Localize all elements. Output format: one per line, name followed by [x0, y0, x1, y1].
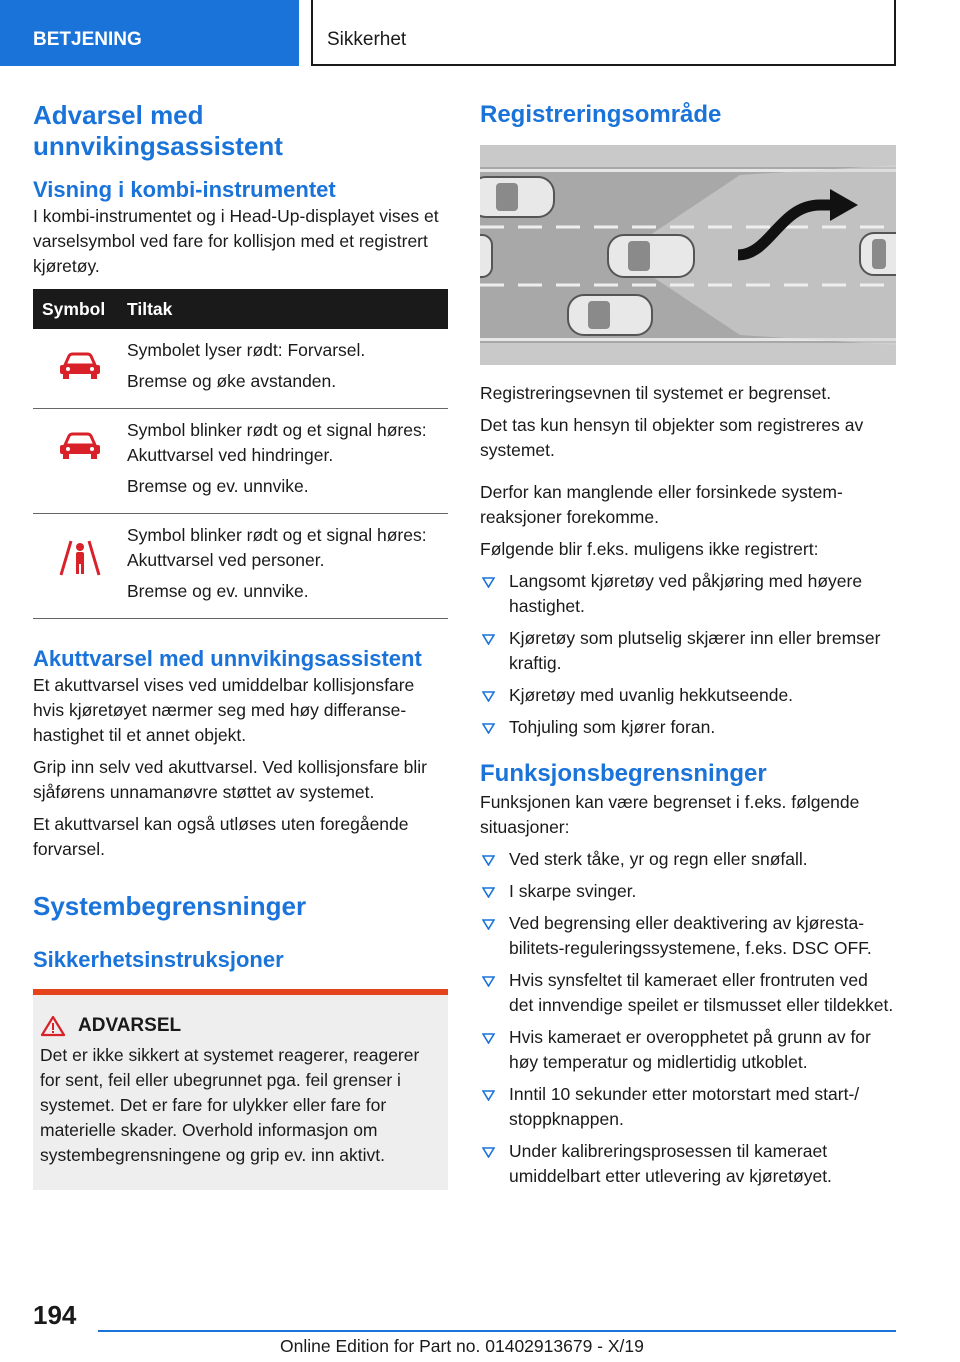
table-row: [33, 409, 448, 514]
paragraph-area-3: Derfor kan manglende eller forsinkede systemreaksjoner forekomme.: [480, 482, 843, 527]
list-item: [480, 968, 896, 1018]
heading-safety-instructions: Sikkerhetsinstruksjoner: [33, 947, 284, 972]
chapter-tab: Sikkerhet: [311, 0, 896, 66]
bullet-triangle-icon: [482, 634, 495, 645]
bullet-triangle-icon: [482, 577, 495, 588]
warning-title: ADVARSEL: [78, 1015, 182, 1036]
row-text: Bremse og ev. unnvike.: [127, 476, 309, 496]
page-header: [0, 0, 960, 66]
heading-detection-area: Registreringsområde: [480, 101, 722, 128]
paragraph-emergency-3: Et akuttvarsel kan også utløses uten foregående forvarsel.: [33, 814, 409, 859]
edition-text: Online Edition for Part no. 01402913679 - X/19: [280, 1336, 644, 1356]
list-item-text: Ved sterk tåke, yr og regn eller snøfall.: [509, 849, 808, 869]
bullet-triangle-icon: [482, 1147, 495, 1158]
list-item-text: Langsomt kjøretøy ved påkjøring med høyere hastighet.: [509, 571, 863, 616]
bullet-triangle-icon: [482, 887, 495, 898]
paragraph-area-2: Det tas kun hensyn til objekter som registreres av systemet.: [480, 415, 864, 460]
paragraph-emergency-2: Grip inn selv ved akuttvarsel. Ved kollisjonsfare blir sjåførens unnamanøvre støttet av systemet.: [33, 757, 427, 802]
pedestrian-warning-icon: [57, 537, 103, 577]
warning-text: Det er ikke sikkert at systemet reagerer, reagerer for sent, feil eller ubegrunnet pga. feil grenser i systemet. Det er fare for ulykker eller fare for materielle skader. Overhold informasjon om systembegrensningene og grip ev. inn aktivt.: [40, 1045, 420, 1165]
list-item-text: Kjøretøy som plutselig skjærer inn eller bremser kraftig.: [509, 628, 881, 673]
list-item: [480, 1025, 896, 1075]
page-number: 194: [33, 1300, 77, 1330]
car-warning-icon: [57, 432, 103, 460]
heading-system-limits: Systembegrensninger: [33, 891, 307, 921]
bullet-triangle-icon: [482, 1033, 495, 1044]
warning-triangle-icon: [40, 1015, 66, 1037]
list-item-text: Tohjuling som kjører foran.: [509, 717, 716, 737]
bullet-triangle-icon: [482, 855, 495, 866]
list-item: [480, 911, 896, 961]
header-action: Tiltak: [127, 298, 173, 319]
row-text: Symbol blinker rødt og et signal høres: Akuttvarsel ved hindringer.: [127, 420, 427, 465]
list-item: [480, 847, 896, 872]
right-column: [480, 100, 896, 1200]
list-item-text: Under kalibreringsprosessen til kameraet umiddelbart etter utlevering av kjøretøyet.: [509, 1141, 832, 1186]
paragraph-area-4: Følgende blir f.eks. muligens ikke registrert:: [480, 539, 819, 559]
paragraph-area-1: Registreringsevnen til systemet er begrenset.: [480, 383, 832, 403]
warning-box: [33, 989, 448, 1190]
list-item-text: Kjøretøy med uvanlig hekkutseende.: [509, 685, 794, 705]
row-text: Bremse og ev. unnvike.: [127, 581, 309, 601]
list-item-text: Hvis kameraet er overopphetet på grunn av for høy temperatur og midlertidig utkoblet.: [509, 1027, 871, 1072]
list-item-text: Inntil 10 sekunder etter motorstart med start-/ stoppknappen.: [509, 1084, 860, 1129]
list-item: [480, 683, 896, 708]
bullet-triangle-icon: [482, 723, 495, 734]
row-text: Symbol blinker rødt og et signal høres: Akuttvarsel ved personer.: [127, 525, 427, 570]
bullet-triangle-icon: [482, 976, 495, 987]
list-item-text: Hvis synsfeltet til kameraet eller frontruten ved det innvendige speilet er tilsmusset eller tildekket.: [509, 970, 894, 1015]
bullet-triangle-icon: [482, 691, 495, 702]
list-item: [480, 626, 896, 676]
list-item: [480, 569, 896, 619]
warning-title-row: [40, 1015, 440, 1037]
paragraph-function: Funksjonen kan være begrenset i f.eks. følgende situasjoner:: [480, 792, 860, 837]
symbol-table: [33, 289, 448, 619]
table-row: [33, 329, 448, 409]
list-item: [480, 715, 896, 740]
table-row: [33, 514, 448, 619]
car-warning-icon: [57, 352, 103, 380]
list-function-limits: [480, 847, 896, 1189]
row-text: Symbolet lyser rødt: Forvarsel.: [127, 340, 366, 360]
paragraph-emergency-1: Et akuttvarsel vises ved umiddelbar kollisjonsfare hvis kjøretøyet nærmer seg med høy differansehastighet til et annet objekt.: [33, 675, 415, 745]
left-column: [33, 100, 448, 1190]
header-symbol: Symbol: [42, 298, 106, 319]
detection-area-illustration: [480, 145, 896, 365]
row-text: Bremse og øke avstanden.: [127, 371, 337, 391]
list-undetected: [480, 569, 896, 740]
list-item-text: Ved begrensing eller deaktivering av kjørestabilitets-reguleringssystemene, f.eks. DSC OFF.: [509, 913, 872, 958]
list-item: [480, 879, 896, 904]
section-tab: BETJENING: [0, 0, 299, 66]
heading-emergency-warning: Akuttvarsel med unnvikingsassistent: [33, 646, 422, 671]
list-item: [480, 1139, 896, 1189]
symbol-table-header: [33, 289, 448, 329]
heading-function-limits: Funksjonsbegrensninger: [480, 760, 767, 787]
bullet-triangle-icon: [482, 919, 495, 930]
bullet-triangle-icon: [482, 1090, 495, 1101]
footer-divider: [98, 1330, 896, 1332]
list-item: [480, 1082, 896, 1132]
paragraph-display: I kombi-instrumentet og i Head-Up-displayet vises et varselsymbol ved fare for kollisjon med et registrert kjøretøy.: [33, 206, 439, 276]
heading-warning-assistant: Advarsel med unnvikingsassistent: [33, 100, 283, 161]
list-item-text: I skarpe svinger.: [509, 881, 637, 901]
heading-display: Visning i kombi-instrumentet: [33, 177, 336, 202]
